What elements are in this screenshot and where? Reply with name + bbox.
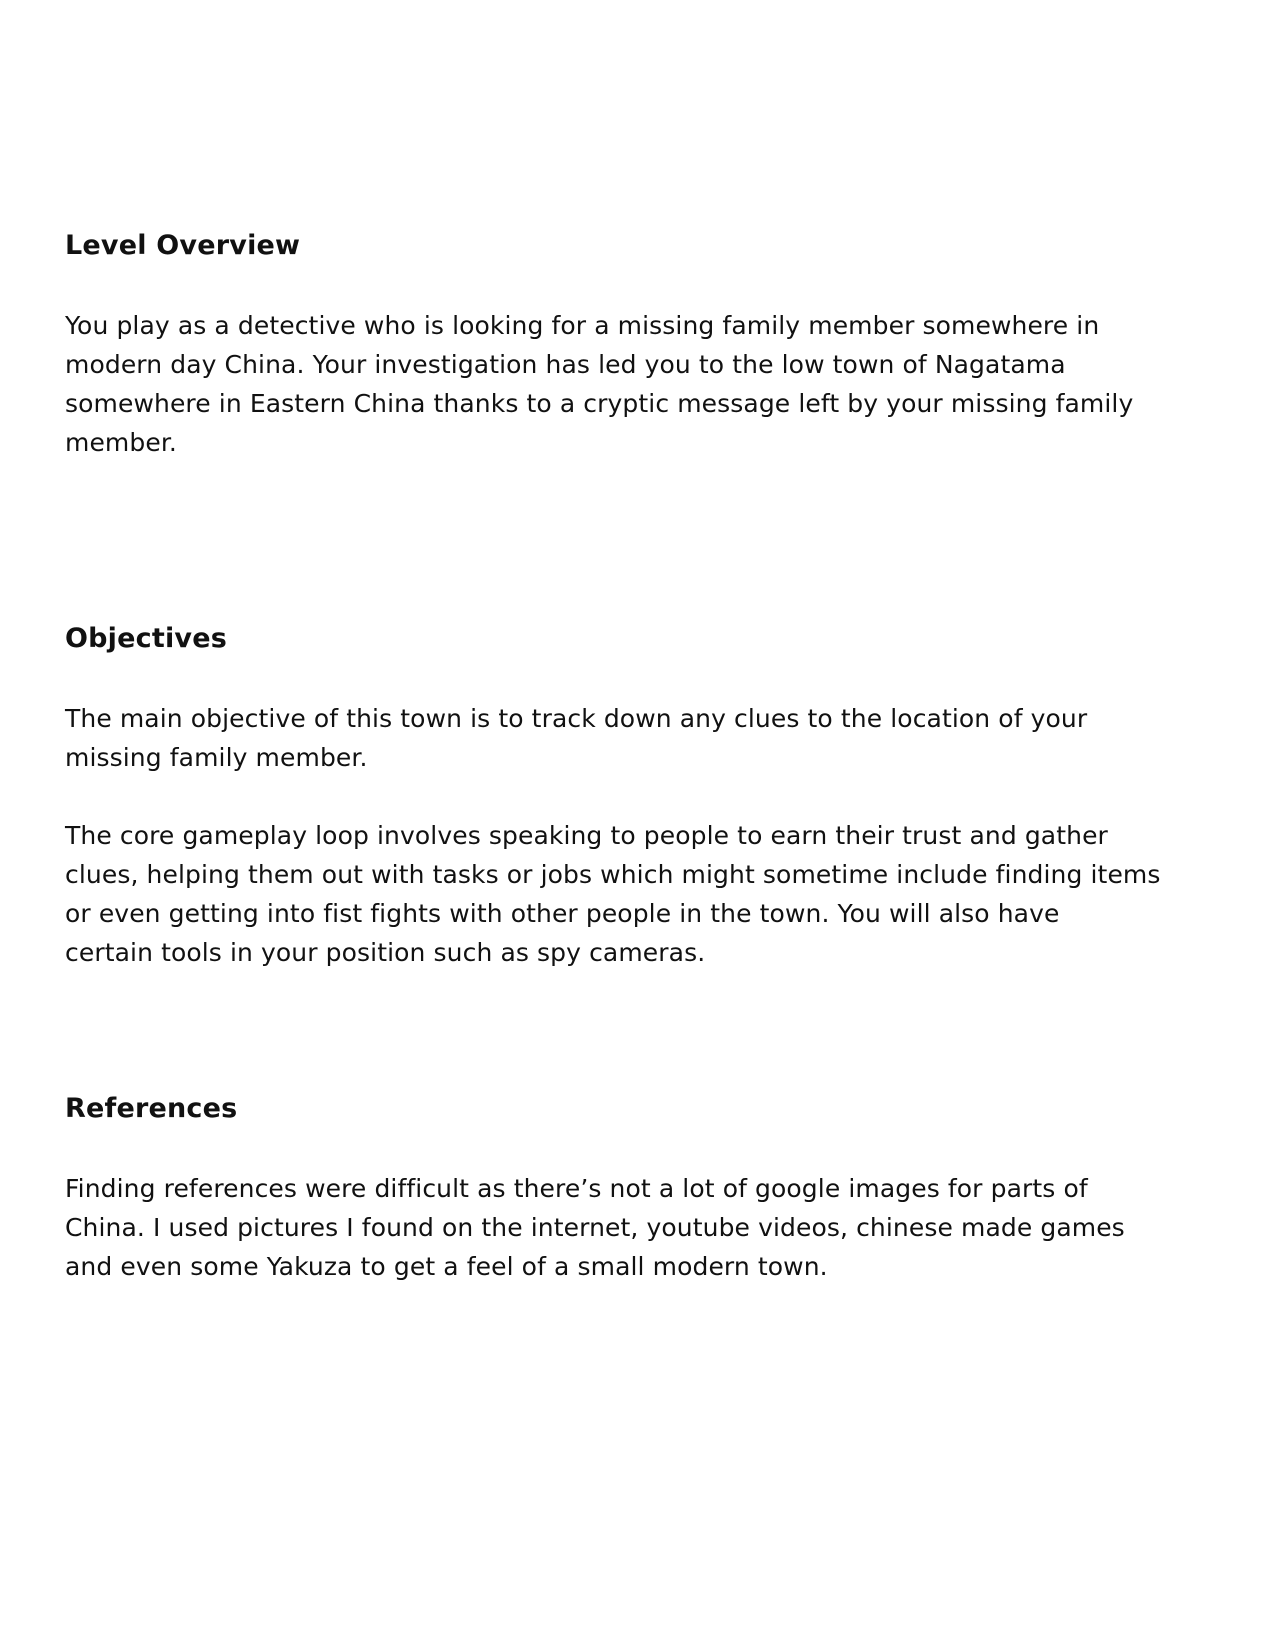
paragraph-line: The main objective of this town is to track down any clues to the location of your: [65, 704, 1088, 733]
level-overview-section-heading: [65, 227, 1210, 265]
objectives-section-heading: [65, 620, 1210, 658]
paragraph-line: somewhere in Eastern China thanks to a cryptic message left by your missing family: [65, 389, 1134, 418]
paragraph-line: member.: [65, 428, 177, 457]
objectives-paragraph-1: [65, 699, 1210, 777]
paragraph-line: or even getting into fist fights with other people in the town. You will also have: [65, 899, 1060, 928]
level-overview-body: [65, 306, 1210, 462]
paragraph-line: China. I used pictures I found on the internet, youtube videos, chinese made games: [65, 1213, 1125, 1242]
paragraph-line: clues, helping them out with tasks or jobs which might sometime include finding items: [65, 860, 1161, 889]
paragraph-line: Finding references were difficult as there’s not a lot of google images for parts of: [65, 1174, 1088, 1203]
level-overview-paragraph: [65, 306, 1210, 462]
paragraph-line: certain tools in your position such as spy cameras.: [65, 938, 706, 967]
references-paragraph: [65, 1169, 1210, 1286]
references-body: [65, 1169, 1210, 1286]
references-section-heading: [65, 1090, 1210, 1128]
paragraph-line: and even some Yakuza to get a feel of a small modern town.: [65, 1252, 828, 1281]
paragraph-line: The core gameplay loop involves speaking to people to earn their trust and gather: [65, 821, 1108, 850]
paragraph-line: missing family member.: [65, 743, 368, 772]
objectives-paragraph-2: [65, 816, 1210, 972]
paragraph-line: modern day China. Your investigation has led you to the low town of Nagatama: [65, 350, 1066, 379]
objectives-heading: Objectives: [65, 623, 227, 654]
references-heading: References: [65, 1093, 238, 1124]
paragraph-line: You play as a detective who is looking for a missing family member somewhere in: [65, 311, 1100, 340]
objectives-body-2: [65, 816, 1210, 972]
objectives-body-1: [65, 699, 1210, 777]
level-overview-heading: Level Overview: [65, 230, 301, 261]
